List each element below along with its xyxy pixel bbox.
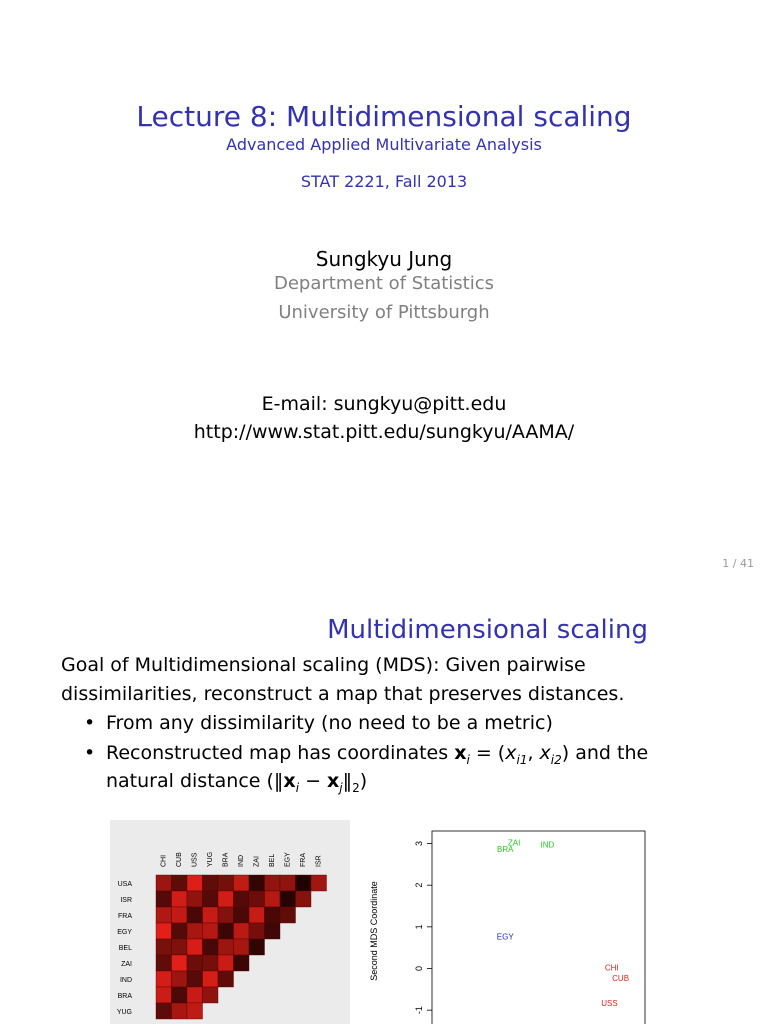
- math-minus: −: [299, 770, 328, 792]
- heatmap-cell: [203, 939, 219, 955]
- heatmap-cell: [172, 875, 188, 891]
- bullet-text: Reconstructed map has coordinates: [106, 742, 455, 764]
- heatmap-cell: [172, 891, 188, 907]
- heatmap-cell: [203, 955, 219, 971]
- math-comma: ,: [527, 742, 540, 764]
- heatmap-row-label: USA: [117, 881, 132, 888]
- goal-paragraph: Goal of Multidimensional scaling (MDS): Given pairwise dissimilarities, reconstruct a map that preserves distances.: [61, 654, 625, 705]
- university: University of Pittsburgh: [278, 302, 490, 323]
- heatmap-cell: [187, 987, 203, 1003]
- point-label: CHI: [604, 963, 619, 973]
- heatmap-cell: [187, 891, 203, 907]
- author-name: Sungkyu Jung: [315, 247, 453, 271]
- y-tick-label: 2: [414, 882, 424, 888]
- heatmap-col-label: ZAI: [253, 856, 261, 867]
- heatmap-cell: [203, 891, 219, 907]
- heatmap-cell: [218, 891, 234, 907]
- heatmap-col-label: BRA: [222, 852, 230, 867]
- heatmap-cell: [296, 875, 312, 891]
- math-sub: i: [295, 780, 300, 795]
- heatmap-cell: [172, 907, 188, 923]
- heatmap-cell: [172, 987, 188, 1003]
- math-sub: 2: [352, 780, 360, 795]
- heatmap-row-label: EGY: [117, 929, 132, 936]
- bullet-text: ) and the: [561, 742, 649, 764]
- heatmap-cell: [156, 971, 172, 987]
- bullet-text: natural distance (‖: [106, 770, 284, 792]
- plot-frame: [432, 831, 645, 1024]
- slide-title: Multidimensional scaling: [327, 615, 648, 645]
- heatmap-cell: [156, 939, 172, 955]
- heatmap-cell: [172, 971, 188, 987]
- heatmap-cell: [280, 875, 296, 891]
- heatmap-cell: [187, 939, 203, 955]
- heatmap-cell: [249, 875, 265, 891]
- bullet-text: From any dissimilarity (no need to be a metric): [106, 712, 553, 734]
- lecture-title: Lecture 8: Multidimensional scaling: [136, 100, 632, 133]
- heatmap-cell: [172, 955, 188, 971]
- heatmap-cell: [218, 971, 234, 987]
- heatmap-cell: [249, 923, 265, 939]
- heatmap-cell: [187, 907, 203, 923]
- bullet-item-2-cont: [106, 770, 367, 795]
- math-x2: x: [539, 742, 551, 764]
- math-x: x: [283, 770, 296, 792]
- heatmap-row-label: BRA: [117, 993, 132, 1000]
- heatmap-cell: [280, 891, 296, 907]
- heatmap-cell: [172, 939, 188, 955]
- heatmap-col-label: BEL: [269, 853, 277, 867]
- heatmap-cell: [265, 907, 281, 923]
- heatmap-col-label: EGY: [284, 852, 292, 867]
- heatmap-col-label: ISR: [315, 855, 323, 867]
- point-label: BRA: [496, 844, 514, 854]
- math-x: x: [327, 770, 340, 792]
- math-sub: i1: [516, 752, 528, 767]
- heatmap-cell: [187, 923, 203, 939]
- point-label: ZAI: [507, 838, 521, 848]
- heatmap-cell: [249, 891, 265, 907]
- heatmap-cell: [234, 907, 250, 923]
- y-tick-label: 3: [414, 840, 424, 847]
- heatmap-cell: [218, 939, 234, 955]
- point-label: USS: [601, 999, 618, 1009]
- bullet-dot: •: [84, 712, 96, 734]
- mds-slide: [0, 585, 768, 1024]
- heatmap-cell: [203, 907, 219, 923]
- point-label: IND: [540, 840, 555, 850]
- heatmap-cell: [187, 971, 203, 987]
- heatmap-cell: [218, 907, 234, 923]
- heatmap-cell: [234, 939, 250, 955]
- math-x1: x: [505, 742, 517, 764]
- heatmap-cell: [203, 971, 219, 987]
- heatmap-cell: [265, 891, 281, 907]
- bullet-item-2: [84, 742, 648, 767]
- heatmap-row-label: YUG: [116, 1009, 132, 1016]
- heatmap-cell: [156, 955, 172, 971]
- heatmap-col-label: IND: [238, 854, 246, 867]
- math-sub: j: [339, 780, 343, 795]
- y-axis-label: Second MDS Coordinate: [369, 881, 379, 981]
- heatmap-cell: [218, 875, 234, 891]
- heatmap-cell: [156, 923, 172, 939]
- department: Department of Statistics: [274, 273, 494, 294]
- heatmap-cell: [234, 875, 250, 891]
- math-close: ): [359, 770, 368, 792]
- heatmap-row-label: BEL: [118, 945, 132, 952]
- email: E-mail: sungkyu@pitt.edu: [261, 393, 507, 415]
- heatmap-col-label: YUG: [207, 851, 215, 867]
- point-label: EGY: [496, 932, 514, 942]
- course-url[interactable]: http://www.stat.pitt.edu/sungkyu/AAMA/: [193, 421, 575, 443]
- heatmap-cell: [172, 923, 188, 939]
- heatmap-cell: [218, 955, 234, 971]
- math-x: x: [454, 742, 467, 764]
- heatmap-cell: [156, 987, 172, 1003]
- heatmap-cell: [187, 955, 203, 971]
- math-norm: ‖: [342, 770, 353, 792]
- heatmap-col-label: CHI: [160, 854, 168, 867]
- heatmap-cell: [280, 907, 296, 923]
- heatmap-cell: [203, 987, 219, 1003]
- heatmap-cell: [249, 907, 265, 923]
- heatmap-cell: [203, 875, 219, 891]
- heatmap-cell: [218, 923, 234, 939]
- heatmap-cell: [265, 875, 281, 891]
- heatmap-cell: [234, 955, 250, 971]
- y-tick-label: 1: [414, 924, 424, 930]
- heatmap-col-label: CUB: [176, 852, 184, 867]
- heatmap-cell: [187, 875, 203, 891]
- heatmap-row-label: ZAI: [121, 961, 132, 968]
- heatmap-cell: [265, 923, 281, 939]
- lecture-subtitle: Advanced Applied Multivariate Analysis: [226, 135, 542, 154]
- page-number: 1 / 41: [722, 557, 754, 570]
- heatmap-col-label: FRA: [300, 853, 308, 867]
- bullet-item-1: [84, 712, 553, 734]
- course-info: STAT 2221, Fall 2013: [300, 172, 468, 191]
- heatmap-figure: [110, 820, 350, 1024]
- heatmap-cell: [187, 1003, 203, 1019]
- heatmap-cell: [234, 891, 250, 907]
- heatmap-cell: [156, 1003, 172, 1019]
- heatmap-cell: [296, 891, 312, 907]
- heatmap-cell: [311, 875, 327, 891]
- y-tick-label: 0: [414, 965, 424, 972]
- heatmap-row-label: ISR: [120, 897, 132, 904]
- math-sub: i: [466, 752, 470, 767]
- heatmap-chart: [110, 820, 350, 1024]
- bullet-dot: •: [84, 742, 96, 764]
- y-tick-label: -1: [414, 1006, 424, 1015]
- heatmap-row-label: IND: [119, 977, 132, 984]
- heatmap-col-label: USS: [191, 852, 199, 867]
- heatmap-cell: [203, 923, 219, 939]
- mds-scatter-chart: [365, 825, 655, 1024]
- point-label: CUB: [612, 974, 630, 984]
- heatmap-row-label: FRA: [118, 913, 132, 920]
- heatmap-cell: [156, 875, 172, 891]
- math-eq: = (: [469, 742, 506, 764]
- heatmap-cell: [234, 923, 250, 939]
- scatter-figure: [365, 825, 655, 1024]
- heatmap-cell: [172, 1003, 188, 1019]
- math-sub: i2: [550, 752, 562, 767]
- heatmap-cell: [249, 939, 265, 955]
- heatmap-cell: [156, 907, 172, 923]
- heatmap-cell: [156, 891, 172, 907]
